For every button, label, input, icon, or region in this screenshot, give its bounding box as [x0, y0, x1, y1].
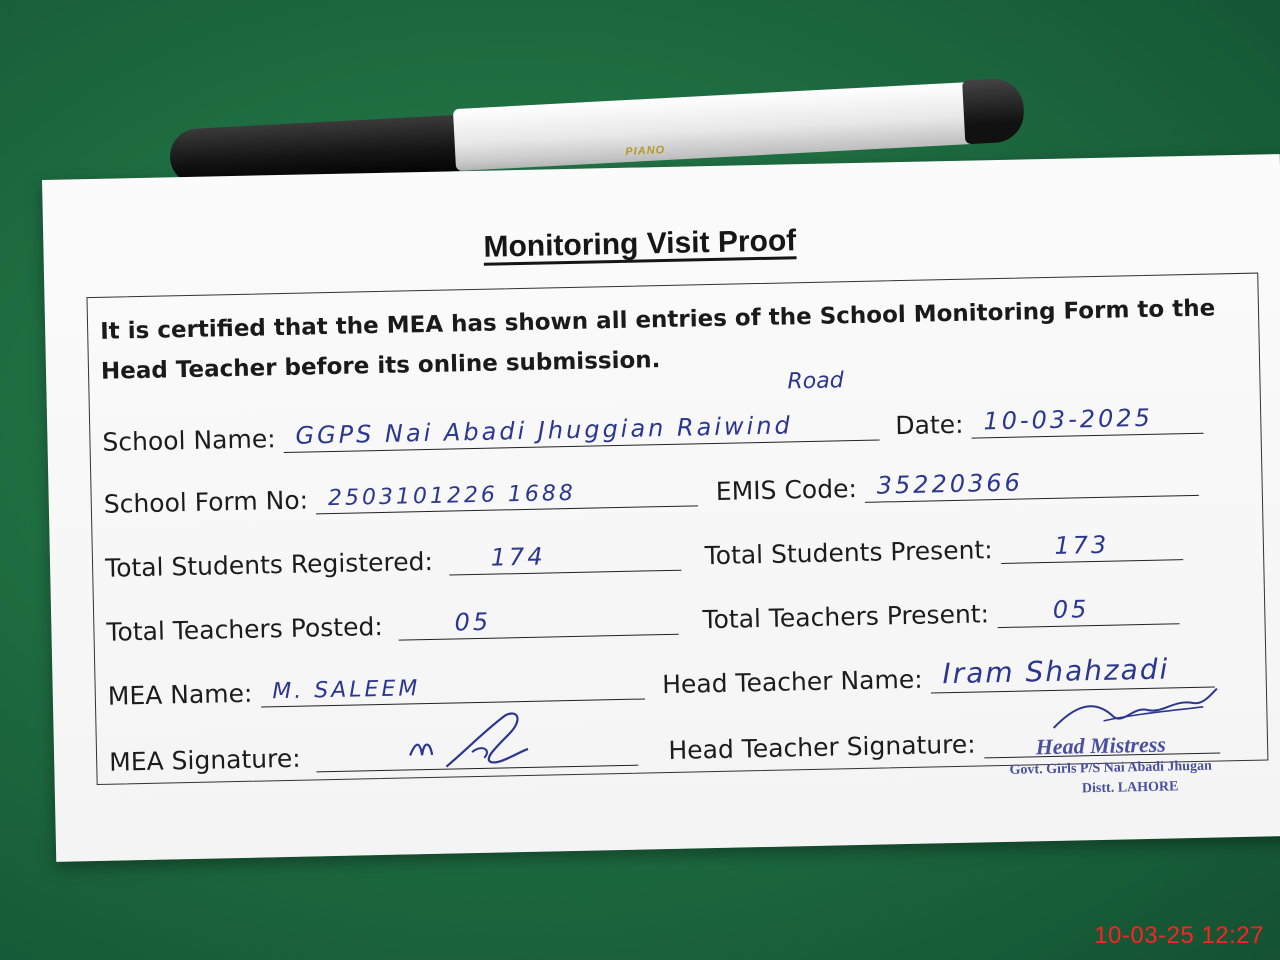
mea-signature-label: MEA Signature:: [108, 743, 301, 777]
school-name-value: GGPS Nai Abadi Jhuggian Raiwind: [295, 411, 794, 450]
stamp-line-3: Distt. LAHORE: [1081, 779, 1179, 797]
date-value: 10-03-2025: [983, 403, 1154, 436]
monitoring-form-paper: [42, 154, 1280, 862]
school-form-no-value: 2503101226 1688: [327, 480, 577, 512]
emis-code-field: [864, 465, 1199, 503]
mea-signature-mark: [406, 709, 547, 772]
school-name-field: [283, 368, 880, 453]
photo-timestamp: 10-03-25 12:27: [1094, 922, 1264, 949]
pen-end-cap: [962, 77, 1025, 144]
total-teachers-present-value: 05: [1052, 595, 1090, 624]
head-teacher-name-value: Iram Shahzadi: [942, 652, 1170, 691]
total-students-present-field: [1000, 529, 1183, 564]
stamp-line-2: Govt. Girls P/S Nai Abadi Jhugan: [1009, 758, 1212, 778]
total-teachers-posted-value: 05: [454, 607, 492, 637]
mea-name-label: MEA Name:: [107, 678, 253, 711]
total-teachers-posted-field: [398, 604, 679, 641]
total-students-present-label: Total Students Present:: [704, 535, 993, 571]
total-teachers-present-field: [997, 593, 1180, 628]
total-students-registered-value: 174: [490, 542, 546, 572]
school-form-no-field: [316, 475, 699, 514]
date-field: [971, 403, 1204, 439]
mea-name-field: [260, 669, 645, 708]
certification-text: It is certified that the MEA has shown all entries of the School Monitoring Form to the Head Teacher before its online submission.: [99, 295, 1216, 385]
mea-signature-field: [316, 735, 639, 773]
total-teachers-posted-label: Total Teachers Posted:: [106, 611, 383, 647]
school-form-row: [103, 465, 1199, 519]
pen-barrel: [453, 82, 976, 171]
head-teacher-signature-label: Head Teacher Signature:: [668, 729, 976, 766]
total-teachers-present-label: Total Teachers Present:: [702, 599, 990, 635]
signatures-row: [108, 722, 1220, 797]
emis-code-value: 35220366: [876, 468, 1024, 500]
total-students-registered-label: Total Students Registered:: [104, 546, 434, 583]
emis-code-label: EMIS Code:: [715, 474, 858, 506]
stamp-line-1: Head Mistress: [1035, 731, 1167, 760]
school-form-no-label: School Form No:: [103, 485, 309, 519]
date-label: Date:: [895, 409, 964, 441]
total-students-registered-field: [448, 540, 681, 576]
school-name-row: [102, 368, 1204, 457]
teachers-row: [106, 593, 1179, 646]
pen-brand-label: PIANO: [625, 144, 666, 159]
form-box: [86, 273, 1268, 797]
head-teacher-name-label: Head Teacher Name:: [661, 664, 923, 700]
school-name-annotation: Road: [787, 368, 844, 395]
students-row: [105, 529, 1183, 583]
head-teacher-signature-mark: [1042, 684, 1223, 738]
form-title: Monitoring Visit Proof: [483, 224, 797, 264]
mea-name-value: M. SALEEM: [272, 676, 421, 705]
school-name-label: School Name:: [102, 424, 276, 457]
head-teacher-signature-field: [983, 722, 1220, 758]
total-students-present-value: 173: [1054, 530, 1110, 560]
